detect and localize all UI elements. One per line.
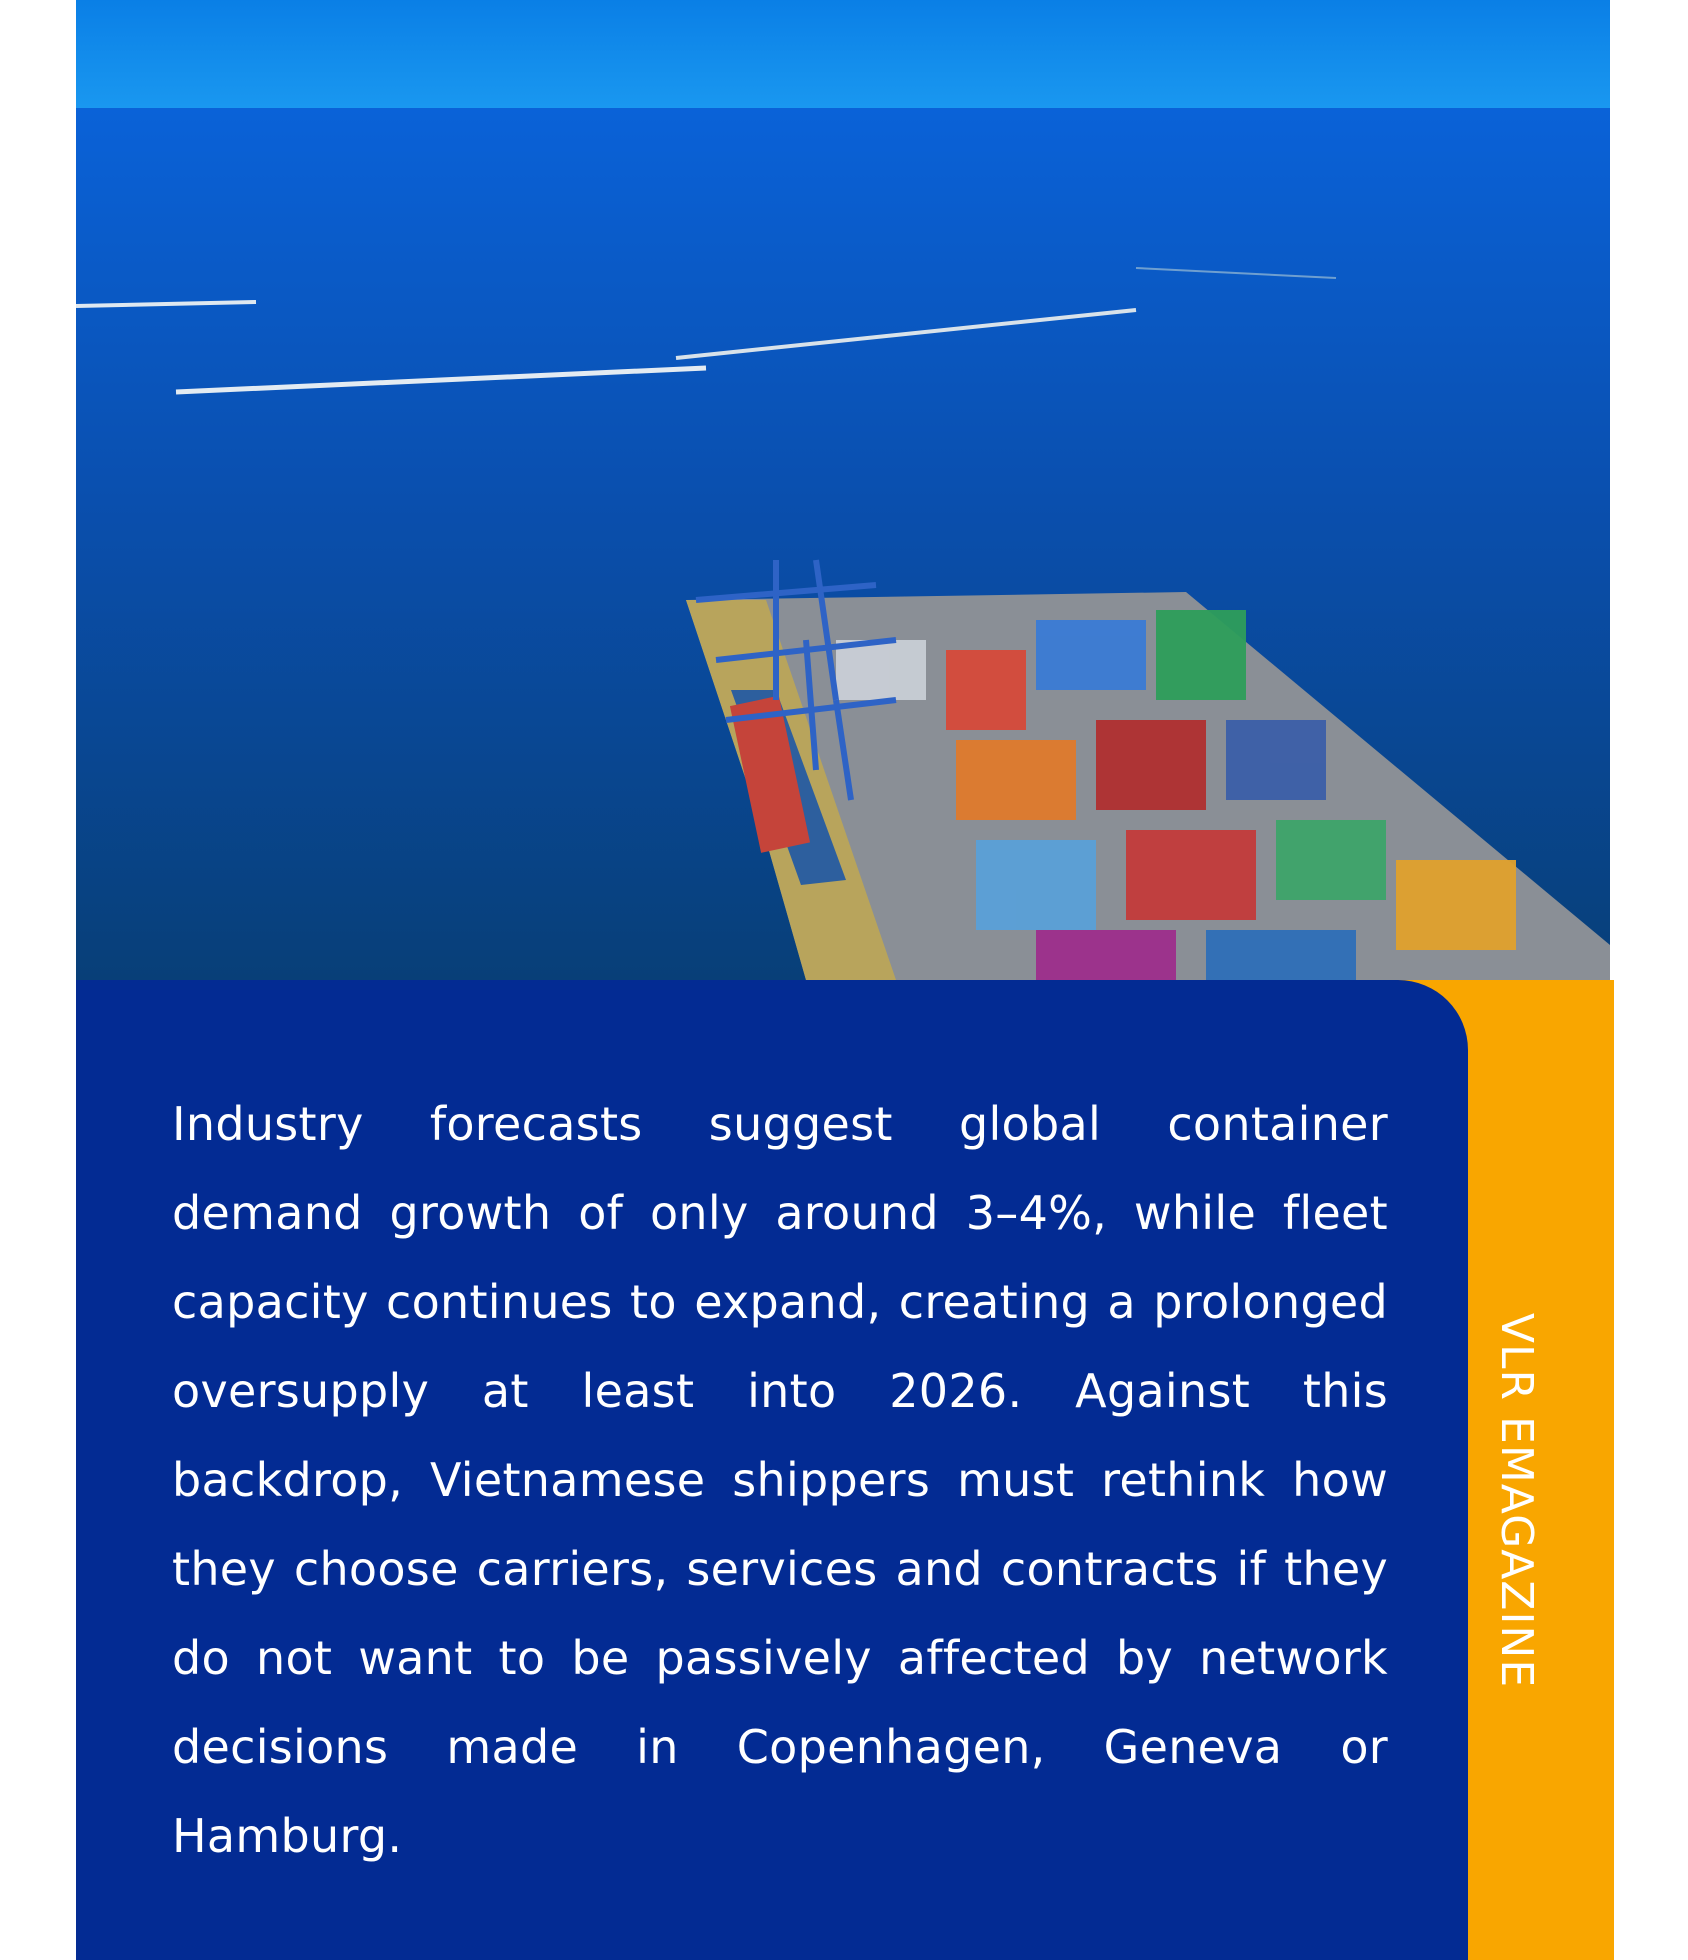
hero-image (76, 0, 1610, 980)
magazine-label-text: VLR EMAGAZINE (1491, 1312, 1543, 1688)
text-panel (76, 980, 1468, 1960)
magazine-label (1477, 1290, 1557, 1710)
article-paragraph: Industry forecasts suggest global container demand growth of only around 3–4%, while fleet capacity continues to expand, creating a prolonged oversupply at least into 2026. Against this backdrop, Vietnamese shippers must rethink how they choose carriers, services and contracts if they do not want to be passively affected by network decisions made in Copenhagen, Geneva or Hamburg. (172, 1097, 1388, 1863)
aerial-container-port-icon (76, 0, 1610, 980)
